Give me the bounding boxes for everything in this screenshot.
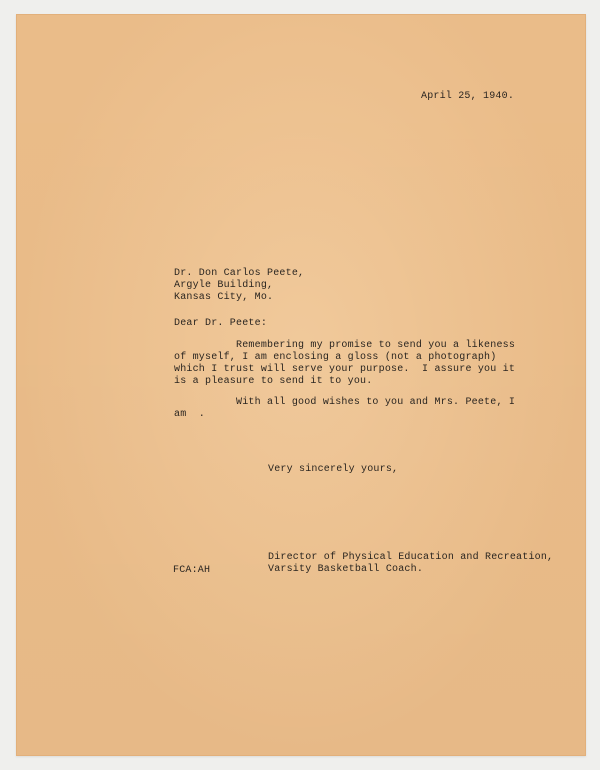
body-paragraph-1: [174, 340, 515, 388]
reference-initials: FCA:AH: [173, 565, 211, 576]
recipient-building: Argyle Building,: [174, 280, 274, 291]
paragraph-1-line: Remembering my promise to send you a likeness: [174, 340, 516, 351]
signer-title-line: Director of Physical Education and Recreation,: [268, 552, 554, 563]
paragraph-1-line: of myself, I am enclosing a gloss (not a photograph): [174, 352, 497, 363]
recipient-address: [174, 268, 304, 304]
recipient-city: Kansas City, Mo.: [174, 292, 274, 303]
paragraph-1-line: is a pleasure to send it to you.: [174, 376, 373, 387]
signer-title-line: Varsity Basketball Coach.: [268, 564, 424, 575]
body-paragraph-2: [174, 397, 515, 421]
recipient-name: Dr. Don Carlos Peete,: [174, 268, 305, 279]
salutation: Dear Dr. Peete:: [174, 318, 268, 329]
complimentary-closing: Very sincerely yours,: [268, 464, 399, 475]
signature-block: [268, 552, 553, 576]
paragraph-2-line: With all good wishes to you and Mrs. Peete, I: [174, 397, 516, 408]
letter-page: [16, 14, 586, 756]
paragraph-1-line: which I trust will serve your purpose. I assure you it: [174, 364, 516, 375]
letter-date: April 25, 1940.: [421, 91, 515, 102]
paragraph-2-line: am .: [174, 409, 206, 420]
